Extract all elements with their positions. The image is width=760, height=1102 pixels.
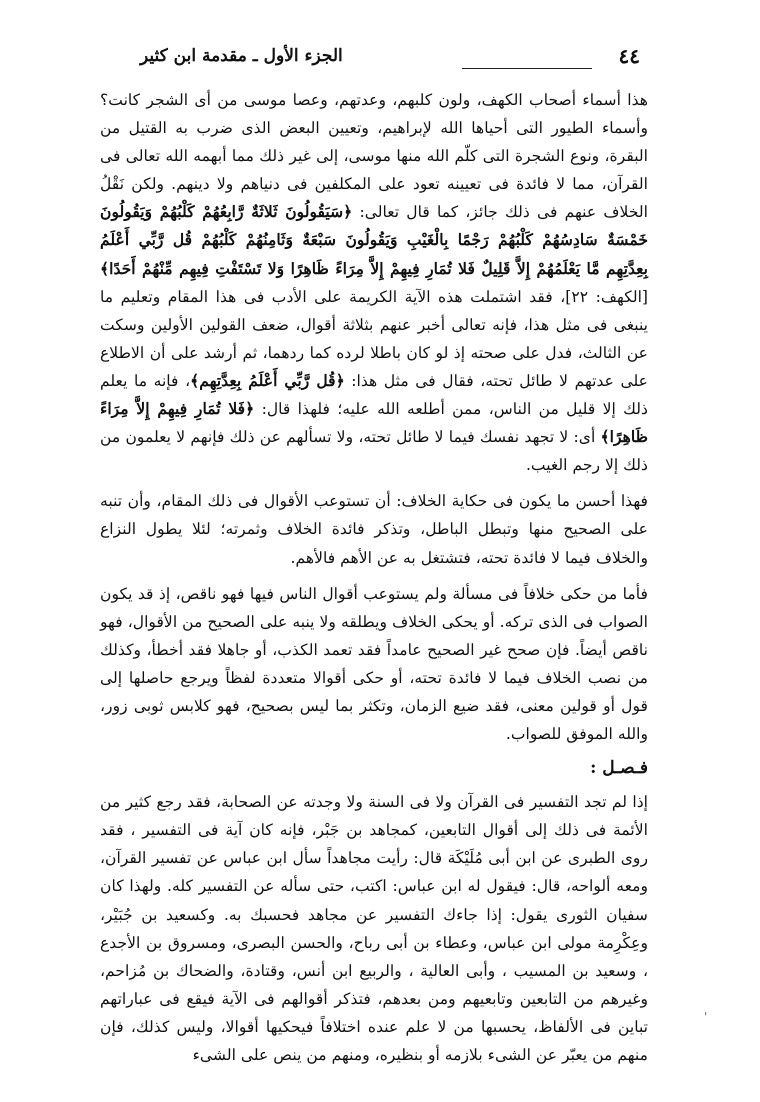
page-header xyxy=(140,44,640,74)
quran-verse: ﴿قُل رَّبِّي أَعْلَمُ بِعِدَّتِهِم﴾ xyxy=(190,370,345,390)
section-heading: فـصـل : xyxy=(590,758,648,779)
page-number: ٤٤ xyxy=(618,44,640,68)
paragraph-4: إذا لم تجد التفسير فى القرآن ولا فى السنة ولا وجدته عن الصحابة، فقد رجع كثير من الأئمة فى ذلك إلى أقوال التابعين، كمجاهد بن جَبْر، فإنه كان آية فى التفسير ، فقد روى الطبرى عن ابن أبى مُلَيْكَة قال: رأيت مجاهداً سأل ابن عباس عن تفسير القرآن، ومعه ألواحه، قال: فيقول له ابن عباس: اكتب، حتى سأله عن التفسير كله. ولهذا كان سفيان الثورى يقول: إذا جاءك التفسير عن مجاهد فحسبك به. وكسعيد بن جُبَيْر، وعِكْرِمة مولى ابن عباس، وعطاء بن أبى رباح، والحسن البصرى، ومسروق بن الأجدع ، وسعيد بن المسيب ، وأبى العالية ، والربيع ابن أنس، وقتادة، والضحاك بن مُزاحم، وغيرهم من التابعين وتابعيهم ومن بعدهم، فتذكر أقوالهم فى الآية فيقع فى عباراتهم تباين فى الألفاظ، يحسبها من لا علم عنده اختلافاً فيحكيها أقوالا، وليس كذلك، فإن منهم من يعبّر عن الشىء بلازمه أو بنظيره، ومنهم من ينص على الشىء xyxy=(100,793,648,1064)
paragraph-3: فأما من حكى خلافاً فى مسألة ولم يستوعب أقوال الناس فيها فهو ناقص، إذ قد يكون الصواب فى الذى تركه. أو يحكى الخلاف ويطلقه ولا ينبه على الصحيح من الأقوال، فهو ناقص أيضاً. فإن صحح غير الصحيح عامداً فقد تعمد الكذب، أو جاهلا فقد أخطأ، وكذلك من نصب الخلاف فيما لا فائدة تحته، أو حكى أقوالا متعددة لفظاً ويرجع حاصلها إلى قول أو قولين معنى، فقد ضيع الزمان، وتكثر بما ليس بصحيح، فهو كلابس ثوبى زور، والله الموفق للصواب. xyxy=(100,584,648,744)
page-body xyxy=(100,86,648,1069)
paragraph-text: ، فإنه ما يعلم ذلك إلا قليل من الناس، ممن أطلعه الله عليه؛ فلهذا قال: xyxy=(100,371,648,419)
quran-verse: ﴿فَلا تُمَارِ فِيهِمْ إِلاَّ مِرَاءً ظَاهِرًا﴾ xyxy=(100,399,648,447)
paragraph-text: أى: لا تجهد نفسك فيما لا طائل تحته، ولا تسألهم عن ذلك فإنهم لا يعلمون من ذلك إلا رجم الغيب. xyxy=(100,428,648,475)
paragraph-1 xyxy=(100,86,648,479)
paragraph-text: [الكهف: ٢٢]، فقد اشتملت هذه الآية الكريمة على الأدب فى هذا المقام وتعليم ما ينبغى فى مثل هذا، فإنه تعالى أخبر عنهم بثلاثة أقوال، ضعف القولين الأولين وسكت عن الثالث، فدل على صحته إذ لو كان باطلا لرده كما ردهما، ثم أرشد على أن الاطلاع على عدتهم لا طائل تحته، فقال فى مثل هذا: xyxy=(100,287,648,390)
quran-verse: ﴿سَيَقُولُونَ ثَلاثَةٌ رَّابِعُهُمْ كَلْبُهُمْ وَيَقُولُونَ خَمْسَةٌ سَادِسُهُمْ كَلْبُهُمْ رَجْمًا بِالْغَيْبِ وَيَقُولُونَ سَبْعَةٌ وَثَامِنُهُمْ كَلْبُهُمْ قُل رَّبِّي أَعْلَمُ بِعِدَّتِهِم مَّا يَعْلَمُهُمْ إِلاَّ قَلِيلٌ فَلا تُمَارِ فِيهِمْ إِلاَّ مِرَاءً ظَاهِرًا وَلا تَسْتَفْتِ فِيهِم مِّنْهُمْ أَحَدًا﴾ xyxy=(100,202,648,278)
margin-mark: ' xyxy=(704,1010,708,1024)
running-title: الجزء الأول ـ مقدمة ابن كثير xyxy=(140,46,343,66)
header-rule xyxy=(462,68,592,69)
paragraph-2: فهذا أحسن ما يكون فى حكاية الخلاف: أن تستوعب الأقوال فى ذلك المقام، وأن تنبه على الصحيح منها وتبطل الباطل، وتذكر فائدة الخلاف وثمرته؛ لئلا يطول النزاع والخلاف فيما لا فائدة تحته، فتشتغل به عن الأهم فالأهم. xyxy=(100,492,648,567)
paragraph-text: هذا أسماء أصحاب الكهف، ولون كلبهم، وعدتهم، وعصا موسى من أى الشجر كانت؟ وأسماء الطيور التى أحياها الله لإبراهيم، وتعيين البعض الذى ضرب به القتيل من البقرة، ونوع الشجرة التى كلّم الله منها موسى، إلى غير ذلك مما أبهمه الله تعالى فى القرآن، مما لا فائدة فى تعيينه تعود على المكلفين فى دنياهم ولا دينهم. ولكن نَقْلُ الخلاف عنهم فى ذلك جائز، كما قال تعالى: xyxy=(100,91,648,222)
